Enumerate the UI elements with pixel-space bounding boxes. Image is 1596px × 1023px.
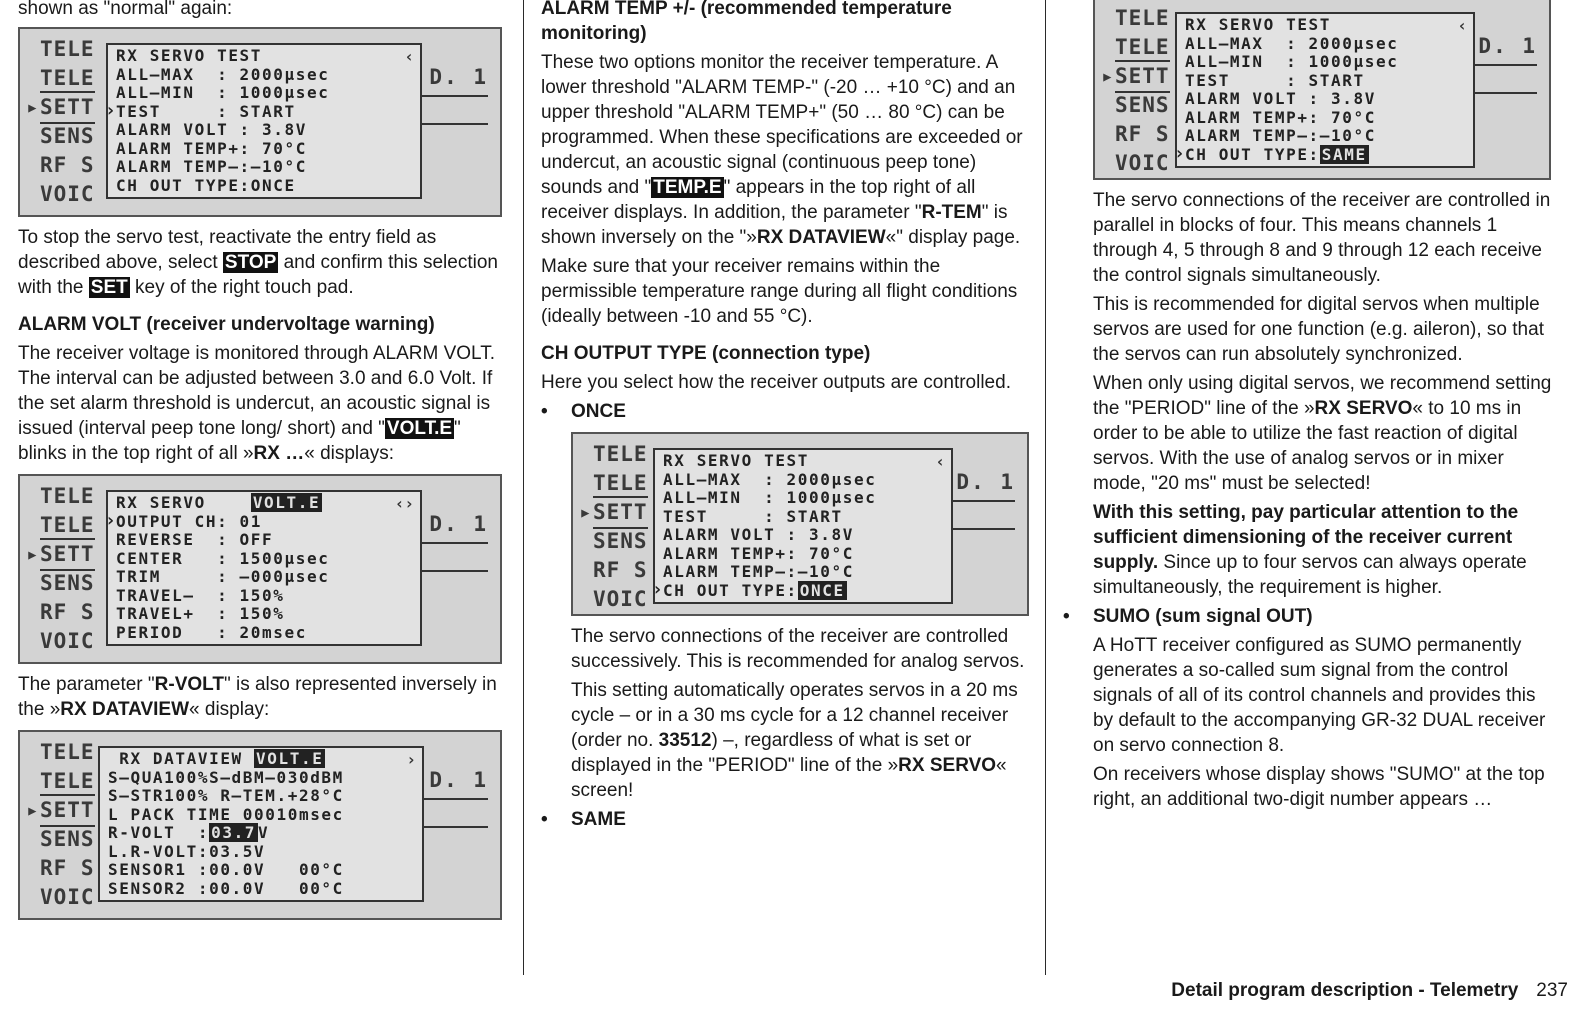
left-right-arrows-icon: ‹› — [394, 494, 414, 513]
lcd-line: CENTER : 1500µsec — [116, 548, 330, 568]
bg-line: TELE — [593, 442, 648, 466]
footer-title: Detail program description - Telemetry — [1171, 980, 1519, 1001]
lcd-overlay-window — [98, 746, 424, 902]
bg-line-selected: ▸ SETT — [593, 496, 648, 529]
ch-out-label: CH OUT TYPE: — [663, 580, 798, 600]
sumo-paragraph-2: On receivers whose display shows "SUMO" at the top right, an additional two-digit number appears … — [1093, 764, 1545, 810]
lcd-line: ALARM TEMP+: 70°C — [663, 543, 854, 563]
lcd-line: REVERSE : OFF — [116, 530, 274, 549]
back-arrow-icon: ‹ — [935, 452, 945, 471]
lcd-servo-test-normal — [18, 27, 502, 217]
bg-line: TELE — [40, 769, 95, 793]
lcd-line: S–QUA100%S–dBM–030dBM — [108, 767, 344, 787]
lcd-title-text: RX SERVO — [116, 493, 206, 512]
volt-e-tag: VOLT.E — [252, 493, 321, 512]
bg-line: VOIC — [40, 629, 95, 653]
ch-output-heading: CH OUTPUT TYPE (connection type) — [541, 343, 871, 364]
text: To stop the servo test, reactivate the entry field as described above, select — [18, 227, 437, 273]
bg-line: VOIC — [40, 885, 95, 909]
bg-line: RF S — [40, 856, 95, 880]
order-number: 33512 — [658, 730, 712, 751]
lcd-line: ALL–MAX : 2000µsec — [116, 64, 330, 84]
lcd-line: PERIOD : 20msec — [116, 622, 307, 642]
lcd-bg-right-text: D. 1 — [956, 470, 1015, 494]
intro-text: shown as "normal" again: — [18, 0, 233, 19]
bold-text: RX DATAVIEW — [60, 699, 190, 720]
lcd-line-cursor: › TEST : START — [116, 103, 412, 122]
lcd-background-menu — [40, 35, 95, 209]
lcd-line: TEST : START — [663, 506, 843, 526]
text: The parameter " — [18, 674, 155, 695]
column-right — [1093, 0, 1557, 812]
lcd-background-menu — [40, 738, 95, 912]
column-left — [18, 0, 506, 928]
back-arrow-icon: ‹ — [1457, 16, 1467, 35]
lcd-ch-out-same — [1093, 0, 1551, 180]
lcd-background-menu — [593, 440, 648, 614]
bold-text: RX … — [253, 443, 305, 464]
column-divider — [1045, 0, 1046, 975]
volt-e-tag: VOLT.E — [386, 418, 453, 439]
stop-paragraph — [18, 225, 506, 300]
lcd-line: ALL–MIN : 1000µsec — [116, 83, 330, 102]
alarm-temp-heading: ALARM TEMP +/- (recommended temperature monitoring) — [541, 0, 952, 44]
sumo-paragraph-1: A HoTT receiver configured as SUMO permanently generates a so-called sum signal from the control signals of all of its control channels and provides this by default to the accompanying GR-32 DUAL receiver on servo connection 8. — [1093, 635, 1546, 756]
lcd-line: L PACK TIME 00010msec — [108, 804, 344, 824]
column-middle — [541, 0, 1031, 832]
page-footer — [1171, 980, 1568, 1002]
lcd-background-menu — [1115, 4, 1170, 178]
text: When only using digital servos, we recommend setting the "PERIOD" line of the » — [1093, 373, 1552, 419]
text: " is also represented inversely in the » — [18, 674, 497, 720]
bg-line: RF S — [1115, 122, 1170, 146]
lcd-line: ALARM VOLT : 3.8V — [116, 120, 307, 139]
lcd-background-menu — [40, 482, 95, 656]
text: These two options monitor the receiver temperature. A lower threshold "ALARM TEMP-" (-20 … +10 °C) and an upper threshold "ALARM TEMP+" (50 … 80 °C) can be programmed. When these specifications are exceeded or undercut, an acoustic signal (continuous peep tone) sounds and " — [541, 52, 1023, 198]
lcd-ch-out-once — [571, 432, 1029, 616]
lcd-title: RX SERVO TEST — [1185, 15, 1332, 34]
lcd-line: TEST : START — [1185, 70, 1365, 90]
lcd-overlay-window — [106, 490, 422, 646]
text: The receiver voltage is monitored through ALARM VOLT. The interval can be adjusted between 3.0 and 6.0 Volt. If the set alarm threshold is undercut, an acoustic signal is issued (interval peep tone long/ short) and " — [18, 343, 495, 439]
bg-line: RF S — [40, 600, 95, 624]
bold-text: R-VOLT — [154, 674, 224, 695]
bg-line: TELE — [1115, 35, 1170, 59]
temp-e-tag: TEMP.E — [653, 177, 722, 198]
ch-out-label: CH OUT TYPE: — [1185, 144, 1320, 164]
bg-line-selected: ▸ SETT — [40, 538, 95, 571]
volt-e-tag: VOLT.E — [256, 749, 324, 768]
lcd-title-text: RX DATAVIEW — [119, 749, 243, 768]
text: " is shown inversely on the "» — [541, 202, 1008, 248]
lcd-rx-servo-volt — [18, 474, 502, 664]
bg-line: TELE — [593, 471, 648, 495]
lcd-title — [108, 750, 414, 769]
bg-line: RF S — [593, 558, 648, 582]
lcd-line: ALARM TEMP–:–10°C — [1185, 126, 1376, 145]
same-paragraph-4 — [1093, 500, 1557, 600]
page-number: 237 — [1536, 980, 1568, 1001]
text: " appears in the top right of all receiver displays. In addition, the parameter " — [541, 177, 976, 223]
lcd-title: RX SERVO TEST — [116, 46, 263, 65]
lcd-line: SENSOR1 :00.0V 00°C — [108, 860, 344, 879]
bullet-sumo: • SUMO (sum signal OUT) — [1063, 604, 1557, 629]
same-tag: SAME — [1321, 144, 1367, 164]
text: and confirm this selection with the — [18, 252, 498, 298]
text: ) –, regardless of what is set or displayed in the "PERIOD" line of the » — [571, 730, 972, 776]
lcd-line: TRAVEL+ : 150% — [116, 604, 285, 623]
temp-range-paragraph: Make sure that your receiver remains within the permissible temperature range during all flight conditions (ideally between -10 and 55 °C). — [541, 256, 1018, 327]
lcd-line: TRAVEL– : 150% — [116, 585, 285, 605]
bg-line-selected: ▸ SETT — [1115, 60, 1170, 93]
lcd-line: S–STR100% R–TEM.+28°C — [108, 786, 344, 805]
lcd-line: ALL–MAX : 2000µsec — [1185, 33, 1399, 53]
lcd-line: ALL–MIN : 1000µsec — [663, 488, 877, 507]
bg-line: SENS — [40, 827, 95, 851]
lcd-line-rvolt — [108, 824, 414, 843]
same-paragraph-1: The servo connections of the receiver are controlled in parallel in blocks of four. This means channels 1 through 4, 5 through 8 and 9 through 12 each receive the control signals simultaneously. — [1093, 190, 1551, 286]
lcd-title — [116, 494, 412, 513]
text: « display: — [189, 699, 270, 720]
back-arrow-icon: ‹ — [404, 47, 414, 66]
lcd-rx-dataview — [18, 730, 502, 920]
same-paragraph-2: This is recommended for digital servos when multiple servos are used for one function (e.g. aileron), so that the servos can run absolutely synchronized. — [1093, 294, 1544, 365]
text: « displays: — [304, 443, 394, 464]
bg-line: TELE — [40, 37, 95, 61]
alarm-volt-paragraph — [18, 341, 506, 466]
right-arrow-icon: › — [406, 750, 416, 769]
rvolt-label: R-VOLT : — [108, 823, 210, 842]
lcd-line: TRIM : –000µsec — [116, 567, 330, 586]
bg-line: TELE — [40, 740, 95, 764]
lcd-bg-right-text: D. 1 — [429, 65, 488, 89]
text: key of the right touch pad. — [135, 277, 354, 298]
lcd-line-cursor — [1185, 146, 1465, 165]
bold-text: RX SERVO — [898, 755, 997, 776]
bg-line-selected: ▸ SETT — [40, 91, 95, 124]
set-key-label: SET — [90, 277, 128, 298]
bg-line: RF S — [40, 153, 95, 177]
bold-text: RX DATAVIEW — [756, 227, 886, 248]
text: " blinks in the top right of all » — [18, 418, 461, 464]
bold-text: R-TEM — [921, 202, 982, 223]
lcd-bg-right-text: D. 1 — [1478, 34, 1537, 58]
lcd-line: ALARM TEMP–:–10°C — [116, 157, 307, 176]
bg-line: TELE — [1115, 6, 1170, 30]
lcd-overlay-window — [106, 43, 422, 199]
lcd-overlay-window — [653, 448, 953, 604]
lcd-line: L.R-VOLT:03.5V — [108, 841, 266, 861]
bullet-once: • ONCE — [541, 399, 1031, 424]
lcd-line: ALARM VOLT : 3.8V — [1185, 89, 1376, 108]
column-divider — [523, 0, 524, 975]
once-paragraph-2 — [571, 678, 1031, 803]
alarm-volt-heading: ALARM VOLT (receiver undervoltage warning) — [18, 314, 435, 335]
lcd-title: RX SERVO TEST — [663, 451, 810, 470]
lcd-line-cursor — [663, 582, 943, 601]
once-section — [541, 432, 1031, 803]
text: This setting automatically operates servos in a 20 ms cycle – or in a 30 ms cycle for a 12 channel receiver (order no. — [571, 680, 1018, 751]
lcd-line: ALARM VOLT : 3.8V — [663, 525, 854, 544]
text: «" display page. — [885, 227, 1021, 248]
lcd-line: ALARM TEMP+: 70°C — [1185, 107, 1376, 127]
lcd-line: ALL–MIN : 1000µsec — [1185, 52, 1399, 71]
bg-line: TELE — [40, 484, 95, 508]
bg-line-selected: ▸ SETT — [40, 794, 95, 827]
bg-line: TELE — [40, 66, 95, 90]
lcd-line: ALARM TEMP–:–10°C — [663, 562, 854, 581]
bg-line: SENS — [1115, 93, 1170, 117]
bg-line: TELE — [40, 513, 95, 537]
lcd-bg-right-text: D. 1 — [429, 512, 488, 536]
rvolt-value: 03.7 — [211, 823, 257, 842]
bg-line: VOIC — [40, 182, 95, 206]
same-paragraph-3 — [1093, 371, 1557, 496]
text: « screen! — [571, 755, 1007, 801]
rvolt-unit: V — [258, 823, 270, 842]
lcd-line: ALARM TEMP+: 70°C — [116, 138, 307, 158]
lcd-line: SENSOR2 :00.0V 00°C — [108, 878, 344, 898]
text: Since up to four servos can always operate simultaneously, the requirement is higher. — [1093, 552, 1527, 598]
bold-text: RX SERVO — [1314, 398, 1413, 419]
bg-line: SENS — [40, 124, 95, 148]
warning-text: With this setting, pay particular attention to the sufficient dimensioning of the receiver current supply. — [1093, 502, 1519, 573]
bg-line: SENS — [40, 571, 95, 595]
bg-line: VOIC — [593, 587, 648, 611]
once-paragraph-1: The servo connections of the receiver are controlled successively. This is recommended for analog servos. — [571, 626, 1025, 672]
lcd-overlay-window — [1175, 12, 1475, 168]
alarm-temp-paragraph — [541, 50, 1031, 250]
lcd-line-cursor: › OUTPUT CH: 01 — [116, 513, 412, 532]
bg-line: VOIC — [1115, 151, 1170, 175]
ch-output-paragraph: Here you select how the receiver outputs are controlled. — [541, 372, 1011, 393]
lcd-line: CH OUT TYPE:ONCE — [116, 175, 296, 195]
rvolt-paragraph — [18, 672, 506, 722]
lcd-line: ALL–MAX : 2000µsec — [663, 469, 877, 489]
stop-key-label: STOP — [224, 252, 277, 273]
once-tag: ONCE — [799, 580, 845, 600]
bg-line: SENS — [593, 529, 648, 553]
text: « to 10 ms in order to be able to utilize the fast reaction of digital servos. With the use of analog servos or in mixer mode, "20 ms" must be selected! — [1093, 398, 1522, 494]
bullet-same: • SAME — [541, 807, 1031, 832]
lcd-bg-right-text: D. 1 — [429, 768, 488, 792]
